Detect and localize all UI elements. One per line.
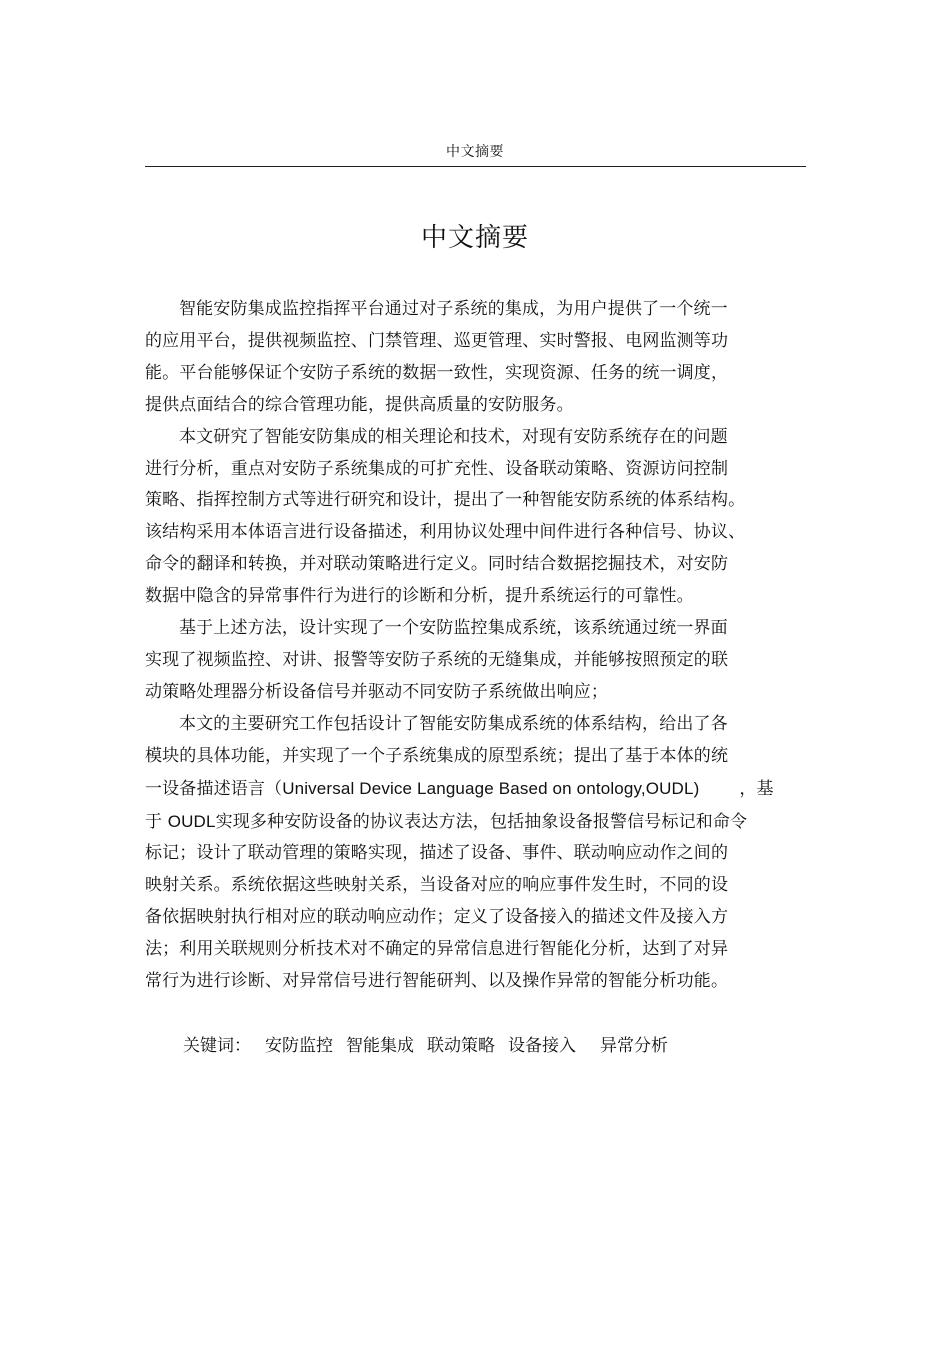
keyword: 设备接入 [508, 1036, 576, 1056]
keyword: 安防监控 [265, 1036, 333, 1056]
text-line: 数据中隐含的异常事件行为进行的诊断和分析，提升系统运行的可靠性。 [145, 586, 694, 607]
keyword: 联动策略 [427, 1036, 495, 1056]
text-line: 提供点面结合的综合管理功能，提供高质量的安防服务。 [145, 394, 574, 415]
text-line: 该结构采用本体语言进行设备描述，利用协议处理中间件进行各种信号、协议、 [145, 522, 746, 543]
text-line: 智能安防集成监控指挥平台通过对子系统的集成，为用户提供了一个统一 [179, 299, 728, 319]
text-line: 本文的主要研究工作包括设计了智能安防集成系统的体系结构，给出了各 [179, 713, 728, 734]
text-line-mixed [145, 773, 774, 806]
paragraph-3 [145, 613, 760, 709]
keywords-line [183, 1031, 668, 1061]
text-line: 策略、指挥控制方式等进行研究和设计，提出了一种智能安防系统的体系结构。 [145, 490, 746, 511]
page-title: 中文摘要 [420, 223, 529, 253]
text-line: 本文研究了智能安防集成的相关理论和技术，对现有安防系统存在的问题 [179, 426, 728, 447]
text-line: 进行分析，重点对安防子系统集成的可扩充性、设备联动策略、资源访问控制 [145, 458, 729, 479]
running-header: 中文摘要 [446, 144, 504, 160]
text-fragment: 一设备描述语言（ [145, 778, 283, 799]
text-line: 模块的具体功能，并实现了一个子系统集成的原型系统；提出了基于本体的统 [145, 745, 729, 766]
text-line: 动策略处理器分析设备信号并驱动不同安防子系统做出响应； [145, 681, 609, 702]
paragraph-2 [145, 422, 760, 613]
header-rule [145, 166, 806, 167]
keyword: 异常分析 [600, 1036, 668, 1056]
text-line: 能。平台能够保证个安防子系统的数据一致性，实现资源、任务的统一调度， [145, 362, 729, 383]
text-fragment: ) [693, 778, 700, 798]
text-line: 映射关系。系统依据这些映射关系，当设备对应的响应事件发生时，不同的设 [145, 875, 729, 896]
keyword: 智能集成 [346, 1036, 414, 1056]
text-line: 标记；设计了联动管理的策略实现，描述了设备、事件、联动响应动作之间的 [145, 843, 729, 864]
paragraph-4 [145, 709, 774, 998]
text-line: 基于上述方法，设计实现了一个安防监控集成系统，该系统通过统一界面 [179, 618, 728, 639]
text-fragment: 实现多种安防设备的协议表达方法，包括抽象设备报警信号标记和命令 [215, 811, 748, 832]
text-line-mixed [145, 806, 760, 839]
text-line: 命令的翻译和转换，并对联动策略进行定义。同时结合数据挖掘技术，对安防 [145, 554, 729, 575]
keywords-label: 关键词： [183, 1036, 251, 1056]
text-line: 的应用平台，提供视频监控、门禁管理、巡更管理、实时警报、电网监测等功 [145, 330, 729, 351]
text-fragment: ，基 [739, 778, 774, 799]
text-line: 法；利用关联规则分析技术对不确定的异常信息进行智能化分析，达到了对异 [145, 939, 729, 960]
abstract-body [145, 294, 774, 998]
paragraph-1 [145, 294, 760, 422]
english-term: Universal Device Language Based on ontology,OUDL [282, 778, 694, 798]
text-line: 备依据映射执行相对应的联动响应动作；定义了设备接入的描述文件及接入方 [145, 907, 729, 928]
text-line: 实现了视频监控、对讲、报警等安防子系统的无缝集成，并能够按照预定的联 [145, 649, 729, 670]
text-line: 常行为进行诊断、对异常信号进行智能研判、以及操作异常的智能分析功能。 [145, 971, 729, 992]
text-fragment: 于 [145, 811, 168, 832]
english-term: OUDL [167, 811, 216, 831]
